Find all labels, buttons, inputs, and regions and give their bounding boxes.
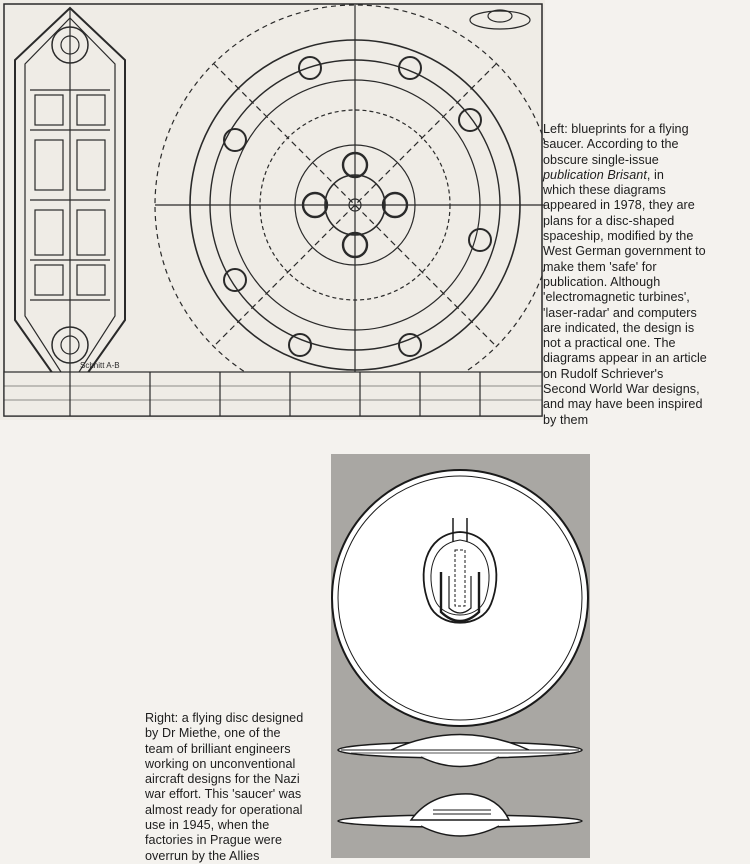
- blueprint-section-label: Schnitt A-B: [80, 361, 120, 370]
- right-caption-text: Right: a flying disc designed by Dr Miethe, one of the team of brilliant engineers working on unconventional aircraft designs for the Nazi war effort. This 'saucer' was almost ready for operational use in 1945, when the factories in Prague were overrun by the Allies: [145, 711, 304, 863]
- blueprint-image: [0, 0, 545, 420]
- right-caption: [145, 711, 335, 864]
- miethe-disc-drawing: [331, 454, 590, 858]
- left-caption-text: Left: blueprints for a flying saucer. According to the obscure single-issue publication Brisant, in which these diagrams appeared in 1978, they are plans for a disc-shaped spaceship, modified by the West German government to make them 'safe' for publication. Although 'electromagnetic turbines', 'laser-radar' and computers are indicated, the design is not a practical one. The diagrams appear in an article on Rudolf Schriever's Second World War designs, and may have been inspired by them: [543, 122, 707, 427]
- miethe-disc-image: [331, 454, 590, 858]
- left-caption: [543, 122, 743, 428]
- blueprint-drawing: [0, 0, 545, 420]
